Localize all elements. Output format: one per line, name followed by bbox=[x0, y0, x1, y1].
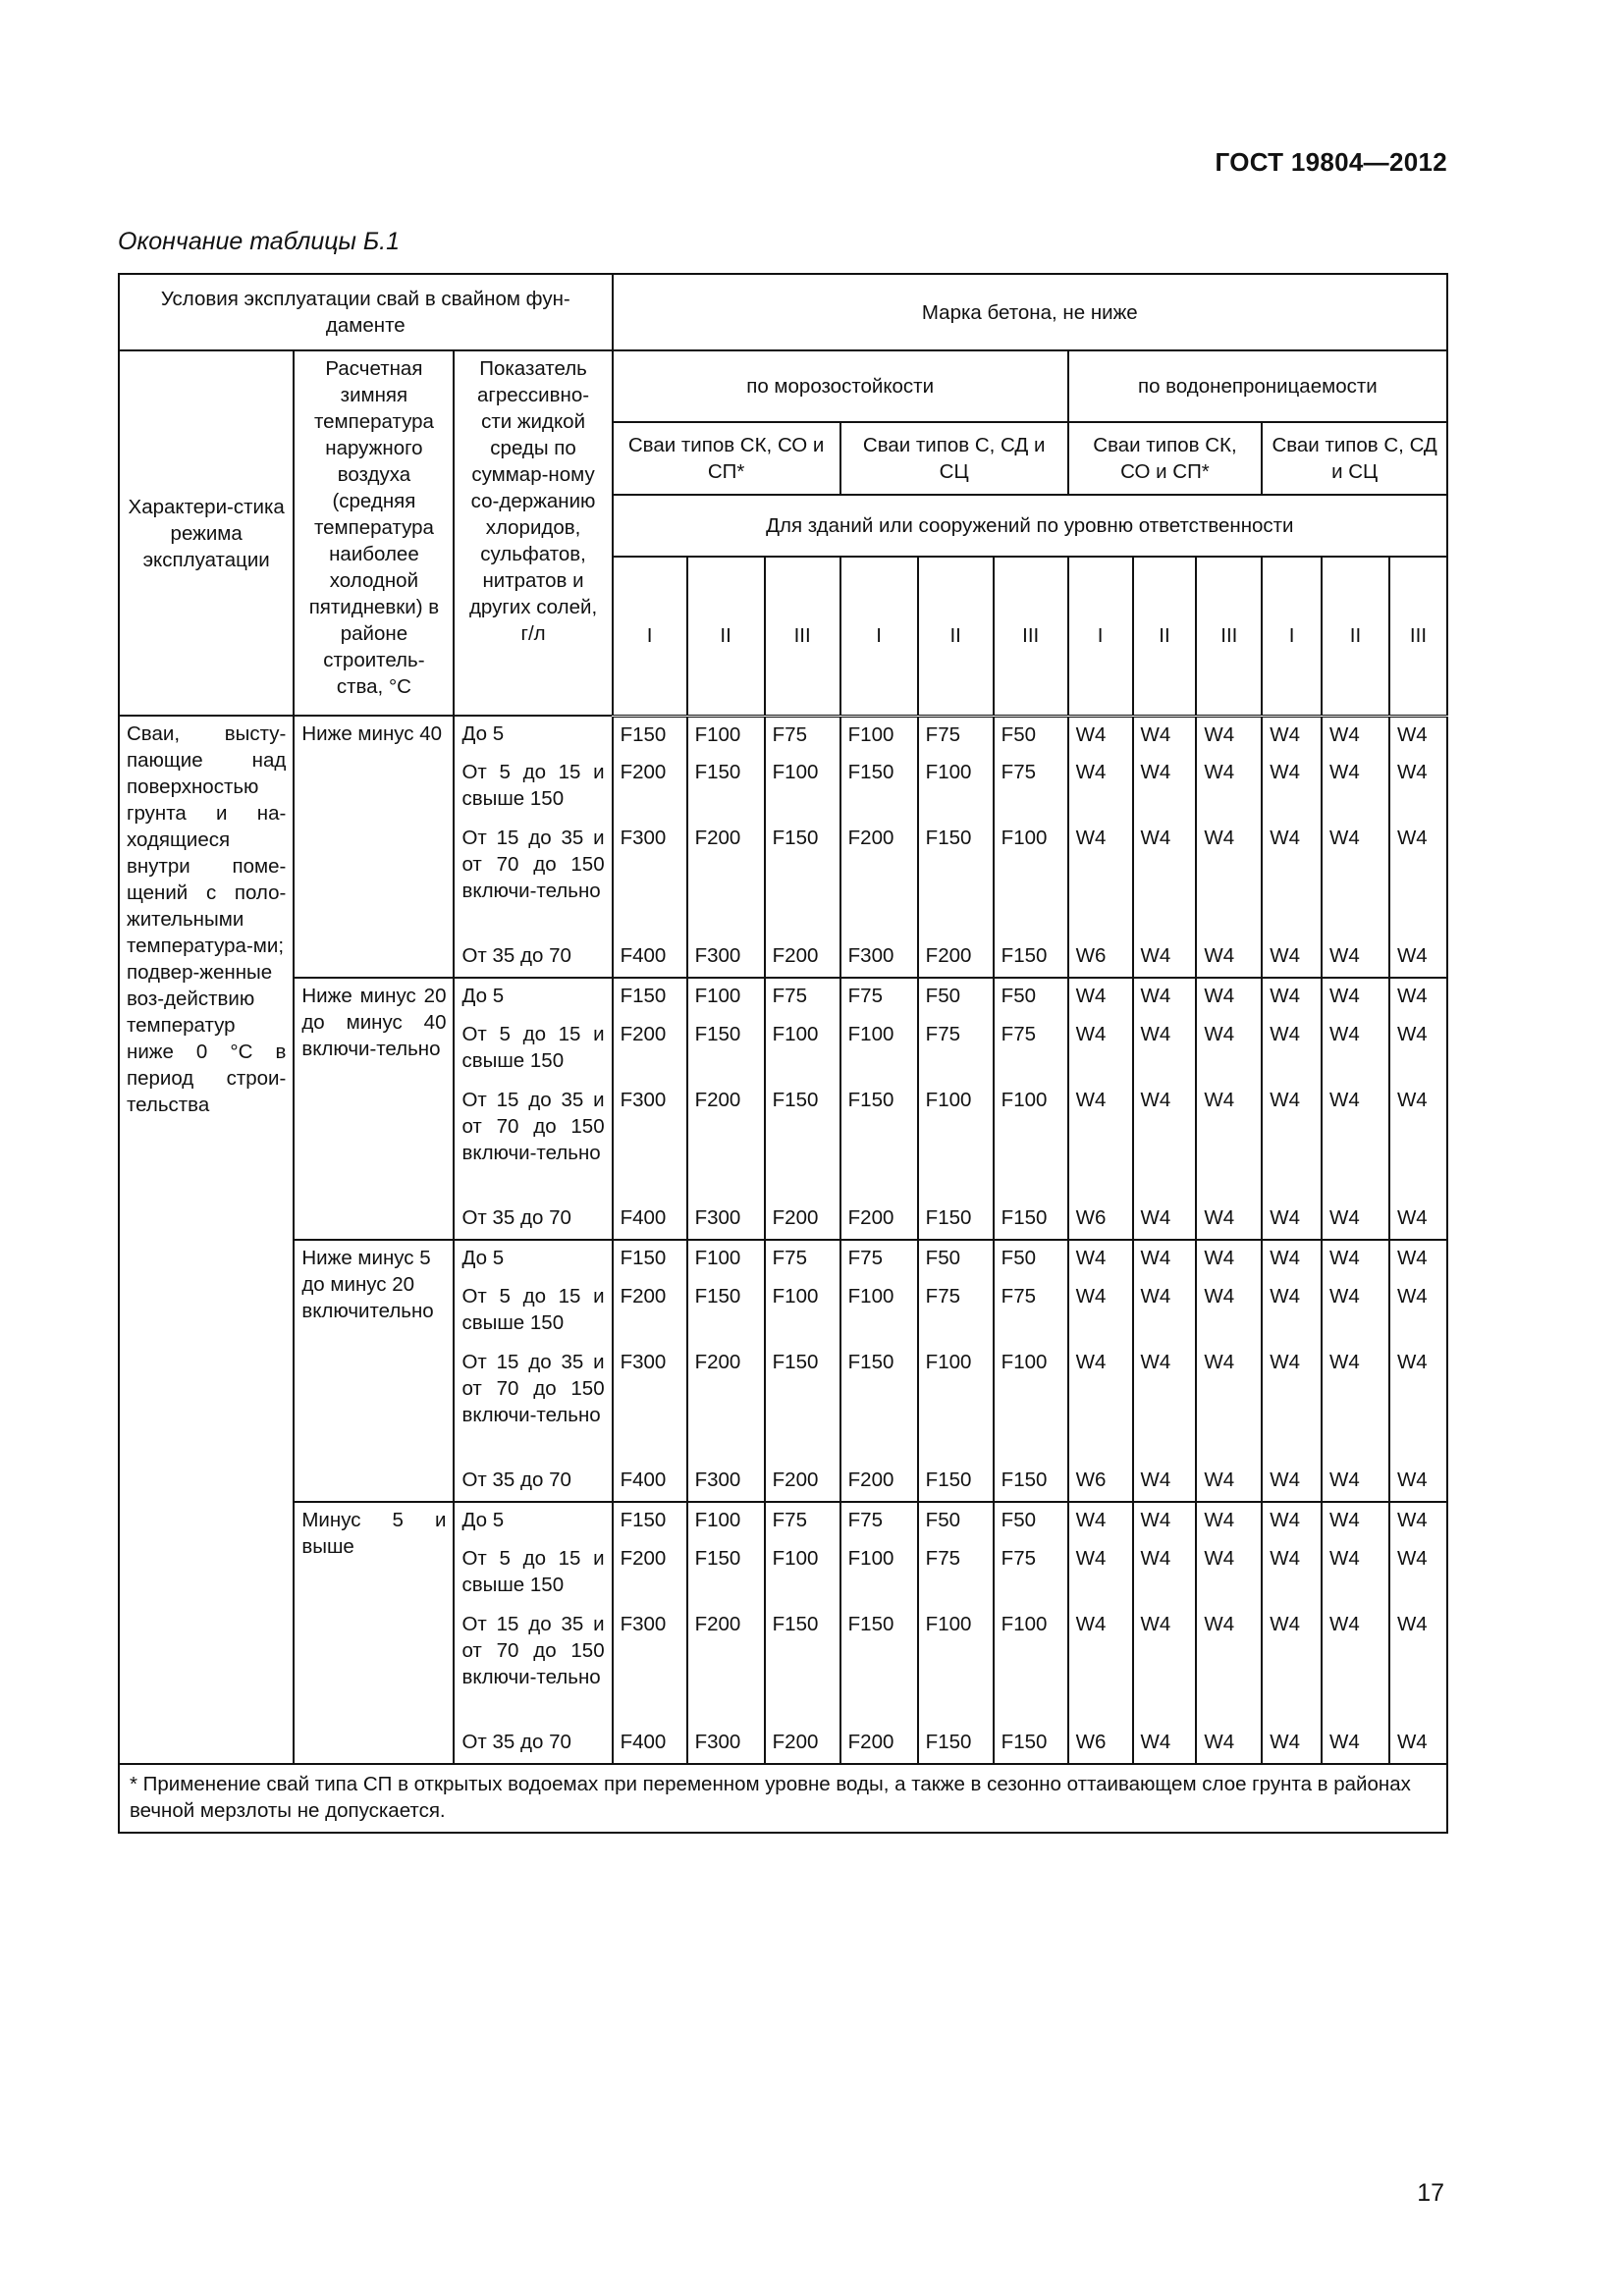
grade-cell: W4 bbox=[1133, 1017, 1197, 1083]
grade-cell: F50 bbox=[994, 1240, 1068, 1279]
grade-cell: W4 bbox=[1068, 1541, 1133, 1607]
grade-cell: F100 bbox=[765, 1541, 840, 1607]
grade-cell: W4 bbox=[1133, 1607, 1197, 1725]
grade-cell: W4 bbox=[1322, 1463, 1389, 1502]
grade-cell: F200 bbox=[613, 1279, 687, 1345]
grade-cell: W4 bbox=[1196, 1607, 1262, 1725]
header-level: I bbox=[840, 557, 918, 716]
grade-cell: W4 bbox=[1389, 1083, 1447, 1201]
grade-cell: F150 bbox=[840, 1345, 918, 1463]
grade-cell: F150 bbox=[840, 1607, 918, 1725]
grade-cell: W4 bbox=[1196, 1017, 1262, 1083]
grade-cell: W4 bbox=[1389, 1240, 1447, 1279]
grade-cell: F200 bbox=[840, 1463, 918, 1502]
grade-cell: F50 bbox=[994, 978, 1068, 1017]
grade-cell: F100 bbox=[840, 716, 918, 755]
grade-cell: W4 bbox=[1068, 1279, 1133, 1345]
grade-cell: W4 bbox=[1133, 1725, 1197, 1764]
grade-cell: F75 bbox=[994, 755, 1068, 821]
grade-cell: F200 bbox=[765, 1725, 840, 1764]
header-conditions: Условия эксплуатации свай в свайном фун-даменте bbox=[119, 274, 613, 350]
grade-cell: W4 bbox=[1133, 821, 1197, 938]
grade-cell: W4 bbox=[1389, 1345, 1447, 1463]
grade-cell: F100 bbox=[994, 1607, 1068, 1725]
header-level: I bbox=[613, 557, 687, 716]
grade-cell: F100 bbox=[765, 1017, 840, 1083]
grade-cell: W4 bbox=[1196, 1502, 1262, 1541]
grade-cell: F400 bbox=[613, 1463, 687, 1502]
header-pile-group: Сваи типов С, СД и СЦ bbox=[840, 422, 1068, 495]
grade-cell: F200 bbox=[687, 821, 765, 938]
grade-cell: F300 bbox=[687, 938, 765, 978]
grade-cell: W4 bbox=[1262, 1017, 1322, 1083]
grade-cell: W4 bbox=[1196, 978, 1262, 1017]
grade-cell: W4 bbox=[1262, 716, 1322, 755]
grade-cell: F100 bbox=[994, 1083, 1068, 1201]
temperature-cell: Ниже минус 20 до минус 40 включи-тельно bbox=[294, 978, 454, 1240]
grade-cell: F75 bbox=[918, 1017, 994, 1083]
grade-cell: F300 bbox=[840, 938, 918, 978]
salt-cell: От 35 до 70 bbox=[454, 1463, 612, 1502]
grade-cell: W4 bbox=[1133, 1463, 1197, 1502]
grade-cell: F75 bbox=[840, 1240, 918, 1279]
grade-cell: W4 bbox=[1389, 1607, 1447, 1725]
grade-cell: F200 bbox=[687, 1345, 765, 1463]
grade-cell: F100 bbox=[840, 1541, 918, 1607]
grade-cell: F150 bbox=[994, 1725, 1068, 1764]
grade-cell: F300 bbox=[613, 1345, 687, 1463]
grade-cell: F400 bbox=[613, 938, 687, 978]
grade-cell: W4 bbox=[1389, 1463, 1447, 1502]
grade-cell: W4 bbox=[1322, 1083, 1389, 1201]
salt-cell: От 5 до 15 и свыше 150 bbox=[454, 755, 612, 821]
salt-cell: До 5 bbox=[454, 1502, 612, 1541]
grade-cell: W4 bbox=[1262, 938, 1322, 978]
grade-cell: F100 bbox=[687, 978, 765, 1017]
salt-cell: От 15 до 35 и от 70 до 150 включи-тельно bbox=[454, 1607, 612, 1725]
grade-cell: F150 bbox=[765, 1083, 840, 1201]
grade-cell: W4 bbox=[1133, 1083, 1197, 1201]
grade-cell: F200 bbox=[613, 755, 687, 821]
grade-cell: W4 bbox=[1196, 1201, 1262, 1240]
grade-cell: W4 bbox=[1322, 1541, 1389, 1607]
grade-cell: W4 bbox=[1262, 1345, 1322, 1463]
grade-cell: F150 bbox=[613, 1240, 687, 1279]
grade-cell: W4 bbox=[1322, 1240, 1389, 1279]
grade-cell: W4 bbox=[1262, 1607, 1322, 1725]
grade-cell: W4 bbox=[1196, 1279, 1262, 1345]
grade-cell: F150 bbox=[765, 821, 840, 938]
grade-cell: W4 bbox=[1133, 1541, 1197, 1607]
grade-cell: F75 bbox=[994, 1541, 1068, 1607]
grade-cell: F300 bbox=[687, 1201, 765, 1240]
grade-cell: W4 bbox=[1133, 1201, 1197, 1240]
grade-cell: F300 bbox=[613, 821, 687, 938]
header-temperature: Расчетная зимняя температура наружного воздуха (средняя температура наиболее холодной пятидневки) в районе строитель-ства, °С bbox=[294, 350, 454, 716]
grade-cell: F100 bbox=[918, 1345, 994, 1463]
grade-cell: W4 bbox=[1322, 821, 1389, 938]
grade-cell: F150 bbox=[918, 1463, 994, 1502]
grade-cell: F400 bbox=[613, 1725, 687, 1764]
grade-cell: W4 bbox=[1068, 978, 1133, 1017]
grade-cell: W4 bbox=[1322, 1201, 1389, 1240]
grade-cell: W4 bbox=[1196, 821, 1262, 938]
grade-cell: F100 bbox=[765, 755, 840, 821]
grade-cell: F200 bbox=[613, 1017, 687, 1083]
grade-cell: F150 bbox=[613, 978, 687, 1017]
grade-cell: W4 bbox=[1322, 1279, 1389, 1345]
header-aggressiveness: Показатель агрессивно-сти жидкой среды по суммар-ному со-держанию хлоридов, сульфатов, нитратов и других солей, г/л bbox=[454, 350, 612, 716]
grade-cell: F100 bbox=[687, 716, 765, 755]
grade-cell: F75 bbox=[765, 1502, 840, 1541]
grade-cell: W4 bbox=[1389, 1201, 1447, 1240]
grade-cell: W4 bbox=[1262, 1725, 1322, 1764]
header-level: III bbox=[1389, 557, 1447, 716]
grade-cell: W4 bbox=[1068, 1083, 1133, 1201]
grade-cell: W4 bbox=[1389, 1541, 1447, 1607]
grade-cell: W4 bbox=[1068, 1607, 1133, 1725]
grade-cell: W4 bbox=[1322, 1017, 1389, 1083]
grade-cell: F100 bbox=[994, 1345, 1068, 1463]
grade-cell: W4 bbox=[1196, 1541, 1262, 1607]
grade-cell: W4 bbox=[1322, 1345, 1389, 1463]
grade-cell: F200 bbox=[840, 821, 918, 938]
header-water-resistance: по водонепроницаемости bbox=[1068, 350, 1447, 422]
grade-cell: W6 bbox=[1068, 1725, 1133, 1764]
grade-cell: F100 bbox=[918, 1607, 994, 1725]
salt-cell: До 5 bbox=[454, 978, 612, 1017]
table-body bbox=[119, 716, 1447, 1764]
header-responsibility: Для зданий или сооружений по уровню ответственности bbox=[613, 495, 1447, 557]
header-level: II bbox=[687, 557, 765, 716]
grade-cell: W4 bbox=[1196, 938, 1262, 978]
grade-cell: F150 bbox=[687, 1541, 765, 1607]
grade-cell: F150 bbox=[840, 755, 918, 821]
grade-cell: W4 bbox=[1262, 821, 1322, 938]
grade-cell: W4 bbox=[1196, 1083, 1262, 1201]
grade-cell: F150 bbox=[918, 1725, 994, 1764]
grade-cell: W4 bbox=[1196, 1463, 1262, 1502]
header-level: III bbox=[994, 557, 1068, 716]
grade-cell: F100 bbox=[765, 1279, 840, 1345]
grade-cell: F150 bbox=[994, 1201, 1068, 1240]
grade-cell: F50 bbox=[918, 978, 994, 1017]
grade-cell: W4 bbox=[1389, 716, 1447, 755]
grade-cell: W4 bbox=[1196, 1240, 1262, 1279]
grade-cell: W4 bbox=[1133, 1345, 1197, 1463]
grade-cell: W6 bbox=[1068, 1463, 1133, 1502]
grade-cell: F75 bbox=[918, 1541, 994, 1607]
grade-cell: W4 bbox=[1068, 755, 1133, 821]
salt-cell: От 15 до 35 и от 70 до 150 включи-тельно bbox=[454, 821, 612, 938]
grade-cell: F200 bbox=[765, 938, 840, 978]
grade-cell: F200 bbox=[765, 1463, 840, 1502]
grade-cell: F300 bbox=[613, 1083, 687, 1201]
grade-cell: W4 bbox=[1389, 938, 1447, 978]
salt-cell: От 35 до 70 bbox=[454, 938, 612, 978]
header-regime: Характери-стика режима эксплуатации bbox=[119, 350, 294, 716]
grade-cell: F150 bbox=[918, 821, 994, 938]
grade-cell: W4 bbox=[1389, 1502, 1447, 1541]
grade-cell: F200 bbox=[613, 1541, 687, 1607]
grade-cell: F100 bbox=[918, 755, 994, 821]
salt-cell: От 5 до 15 и свыше 150 bbox=[454, 1279, 612, 1345]
concrete-grade-table bbox=[118, 273, 1448, 1834]
temperature-cell: Ниже минус 40 bbox=[294, 716, 454, 978]
header-level: I bbox=[1068, 557, 1133, 716]
grade-cell: F150 bbox=[918, 1201, 994, 1240]
grade-cell: F300 bbox=[687, 1463, 765, 1502]
grade-cell: W4 bbox=[1133, 716, 1197, 755]
grade-cell: W4 bbox=[1322, 1725, 1389, 1764]
grade-cell: W4 bbox=[1196, 1345, 1262, 1463]
page-number: 17 bbox=[1417, 2179, 1444, 2207]
grade-cell: F75 bbox=[840, 1502, 918, 1541]
header-frost-resistance: по морозостойкости bbox=[613, 350, 1068, 422]
grade-cell: W4 bbox=[1133, 1279, 1197, 1345]
grade-cell: W4 bbox=[1262, 1279, 1322, 1345]
grade-cell: F150 bbox=[613, 1502, 687, 1541]
table-footnote: * Применение свай типа СП в открытых водоемах при переменном уровне воды, а также в сезонно оттаивающем слое грунта в районах вечной мерзлоты не допускается. bbox=[119, 1764, 1447, 1833]
grade-cell: W4 bbox=[1133, 1240, 1197, 1279]
header-level: II bbox=[918, 557, 994, 716]
grade-cell: W4 bbox=[1068, 1502, 1133, 1541]
grade-cell: F75 bbox=[765, 1240, 840, 1279]
grade-cell: F300 bbox=[613, 1607, 687, 1725]
grade-cell: F400 bbox=[613, 1201, 687, 1240]
grade-cell: W4 bbox=[1322, 1607, 1389, 1725]
grade-cell: F50 bbox=[918, 1502, 994, 1541]
grade-cell: F200 bbox=[765, 1201, 840, 1240]
grade-cell: F150 bbox=[687, 755, 765, 821]
grade-cell: F50 bbox=[994, 716, 1068, 755]
grade-cell: W4 bbox=[1322, 938, 1389, 978]
grade-cell: W4 bbox=[1068, 1017, 1133, 1083]
grade-cell: W4 bbox=[1133, 755, 1197, 821]
grade-cell: F75 bbox=[994, 1279, 1068, 1345]
exploitation-regime-cell: Сваи, высту-пающие над поверхностью грунта и на-ходящиеся внутри поме-щений с поло-жительными температура-ми; подвер-женные воз-действию температур ниже 0 °С в период строи-тельства bbox=[119, 716, 294, 1764]
grade-cell: W4 bbox=[1322, 716, 1389, 755]
grade-cell: W4 bbox=[1262, 1541, 1322, 1607]
grade-cell: W4 bbox=[1262, 1502, 1322, 1541]
header-level: II bbox=[1322, 557, 1389, 716]
grade-cell: F50 bbox=[994, 1502, 1068, 1541]
grade-cell: W4 bbox=[1389, 1279, 1447, 1345]
header-pile-group: Сваи типов С, СД и СЦ bbox=[1262, 422, 1447, 495]
header-level: I bbox=[1262, 557, 1322, 716]
grade-cell: F100 bbox=[687, 1502, 765, 1541]
grade-cell: F75 bbox=[918, 1279, 994, 1345]
grade-cell: F100 bbox=[918, 1083, 994, 1201]
salt-cell: До 5 bbox=[454, 716, 612, 755]
grade-cell: F100 bbox=[840, 1017, 918, 1083]
salt-cell: От 5 до 15 и свыше 150 bbox=[454, 1541, 612, 1607]
grade-cell: F200 bbox=[687, 1607, 765, 1725]
grade-cell: W4 bbox=[1262, 1201, 1322, 1240]
grade-cell: F75 bbox=[765, 978, 840, 1017]
salt-cell: От 35 до 70 bbox=[454, 1725, 612, 1764]
grade-cell: W4 bbox=[1322, 978, 1389, 1017]
grade-cell: F200 bbox=[687, 1083, 765, 1201]
grade-cell: W4 bbox=[1068, 716, 1133, 755]
header-level: III bbox=[1196, 557, 1262, 716]
grade-cell: F200 bbox=[840, 1201, 918, 1240]
grade-cell: F150 bbox=[994, 1463, 1068, 1502]
grade-cell: F75 bbox=[918, 716, 994, 755]
grade-cell: F150 bbox=[994, 938, 1068, 978]
grade-cell: W4 bbox=[1262, 1463, 1322, 1502]
grade-cell: W4 bbox=[1262, 978, 1322, 1017]
salt-cell: От 35 до 70 bbox=[454, 1201, 612, 1240]
grade-cell: F150 bbox=[765, 1345, 840, 1463]
grade-cell: F75 bbox=[765, 716, 840, 755]
grade-cell: W4 bbox=[1389, 1725, 1447, 1764]
grade-cell: F100 bbox=[687, 1240, 765, 1279]
header-level: III bbox=[765, 557, 840, 716]
grade-cell: F75 bbox=[840, 978, 918, 1017]
grade-cell: F100 bbox=[840, 1279, 918, 1345]
table-caption: Окончание таблицы Б.1 bbox=[118, 228, 400, 255]
grade-cell: F150 bbox=[765, 1607, 840, 1725]
grade-cell: F300 bbox=[687, 1725, 765, 1764]
grade-cell: F150 bbox=[840, 1083, 918, 1201]
salt-cell: До 5 bbox=[454, 1240, 612, 1279]
grade-cell: W4 bbox=[1389, 978, 1447, 1017]
grade-cell: W4 bbox=[1322, 1502, 1389, 1541]
grade-cell: W4 bbox=[1322, 755, 1389, 821]
grade-cell: F150 bbox=[687, 1017, 765, 1083]
table-header bbox=[119, 274, 1447, 716]
grade-cell: W4 bbox=[1262, 1240, 1322, 1279]
salt-cell: От 5 до 15 и свыше 150 bbox=[454, 1017, 612, 1083]
grade-cell: F100 bbox=[994, 821, 1068, 938]
grade-cell: W4 bbox=[1196, 716, 1262, 755]
grade-cell: W4 bbox=[1196, 755, 1262, 821]
grade-cell: W4 bbox=[1133, 938, 1197, 978]
grade-cell: W4 bbox=[1262, 755, 1322, 821]
grade-cell: W4 bbox=[1068, 1240, 1133, 1279]
grade-cell: W4 bbox=[1133, 1502, 1197, 1541]
header-concrete-grade: Марка бетона, не ниже bbox=[613, 274, 1447, 350]
grade-cell: W6 bbox=[1068, 1201, 1133, 1240]
header-pile-group: Сваи типов СК, СО и СП* bbox=[1068, 422, 1263, 495]
grade-cell: W4 bbox=[1389, 821, 1447, 938]
grade-cell: F200 bbox=[840, 1725, 918, 1764]
salt-cell: От 15 до 35 и от 70 до 150 включи-тельно bbox=[454, 1083, 612, 1201]
grade-cell: F150 bbox=[613, 716, 687, 755]
grade-cell: F200 bbox=[918, 938, 994, 978]
grade-cell: W6 bbox=[1068, 938, 1133, 978]
grade-cell: F50 bbox=[918, 1240, 994, 1279]
temperature-cell: Ниже минус 5 до минус 20 включительно bbox=[294, 1240, 454, 1502]
grade-cell: W4 bbox=[1068, 821, 1133, 938]
grade-cell: W4 bbox=[1262, 1083, 1322, 1201]
grade-cell: W4 bbox=[1068, 1345, 1133, 1463]
grade-cell: W4 bbox=[1133, 978, 1197, 1017]
header-pile-group: Сваи типов СК, СО и СП* bbox=[613, 422, 840, 495]
salt-cell: От 15 до 35 и от 70 до 150 включи-тельно bbox=[454, 1345, 612, 1463]
grade-cell: F150 bbox=[687, 1279, 765, 1345]
header-level: II bbox=[1133, 557, 1197, 716]
temperature-cell: Минус 5 и выше bbox=[294, 1502, 454, 1764]
grade-cell: W4 bbox=[1196, 1725, 1262, 1764]
grade-cell: W4 bbox=[1389, 1017, 1447, 1083]
document-code: ГОСТ 19804—2012 bbox=[1215, 147, 1447, 177]
grade-cell: W4 bbox=[1389, 755, 1447, 821]
grade-cell: F75 bbox=[994, 1017, 1068, 1083]
